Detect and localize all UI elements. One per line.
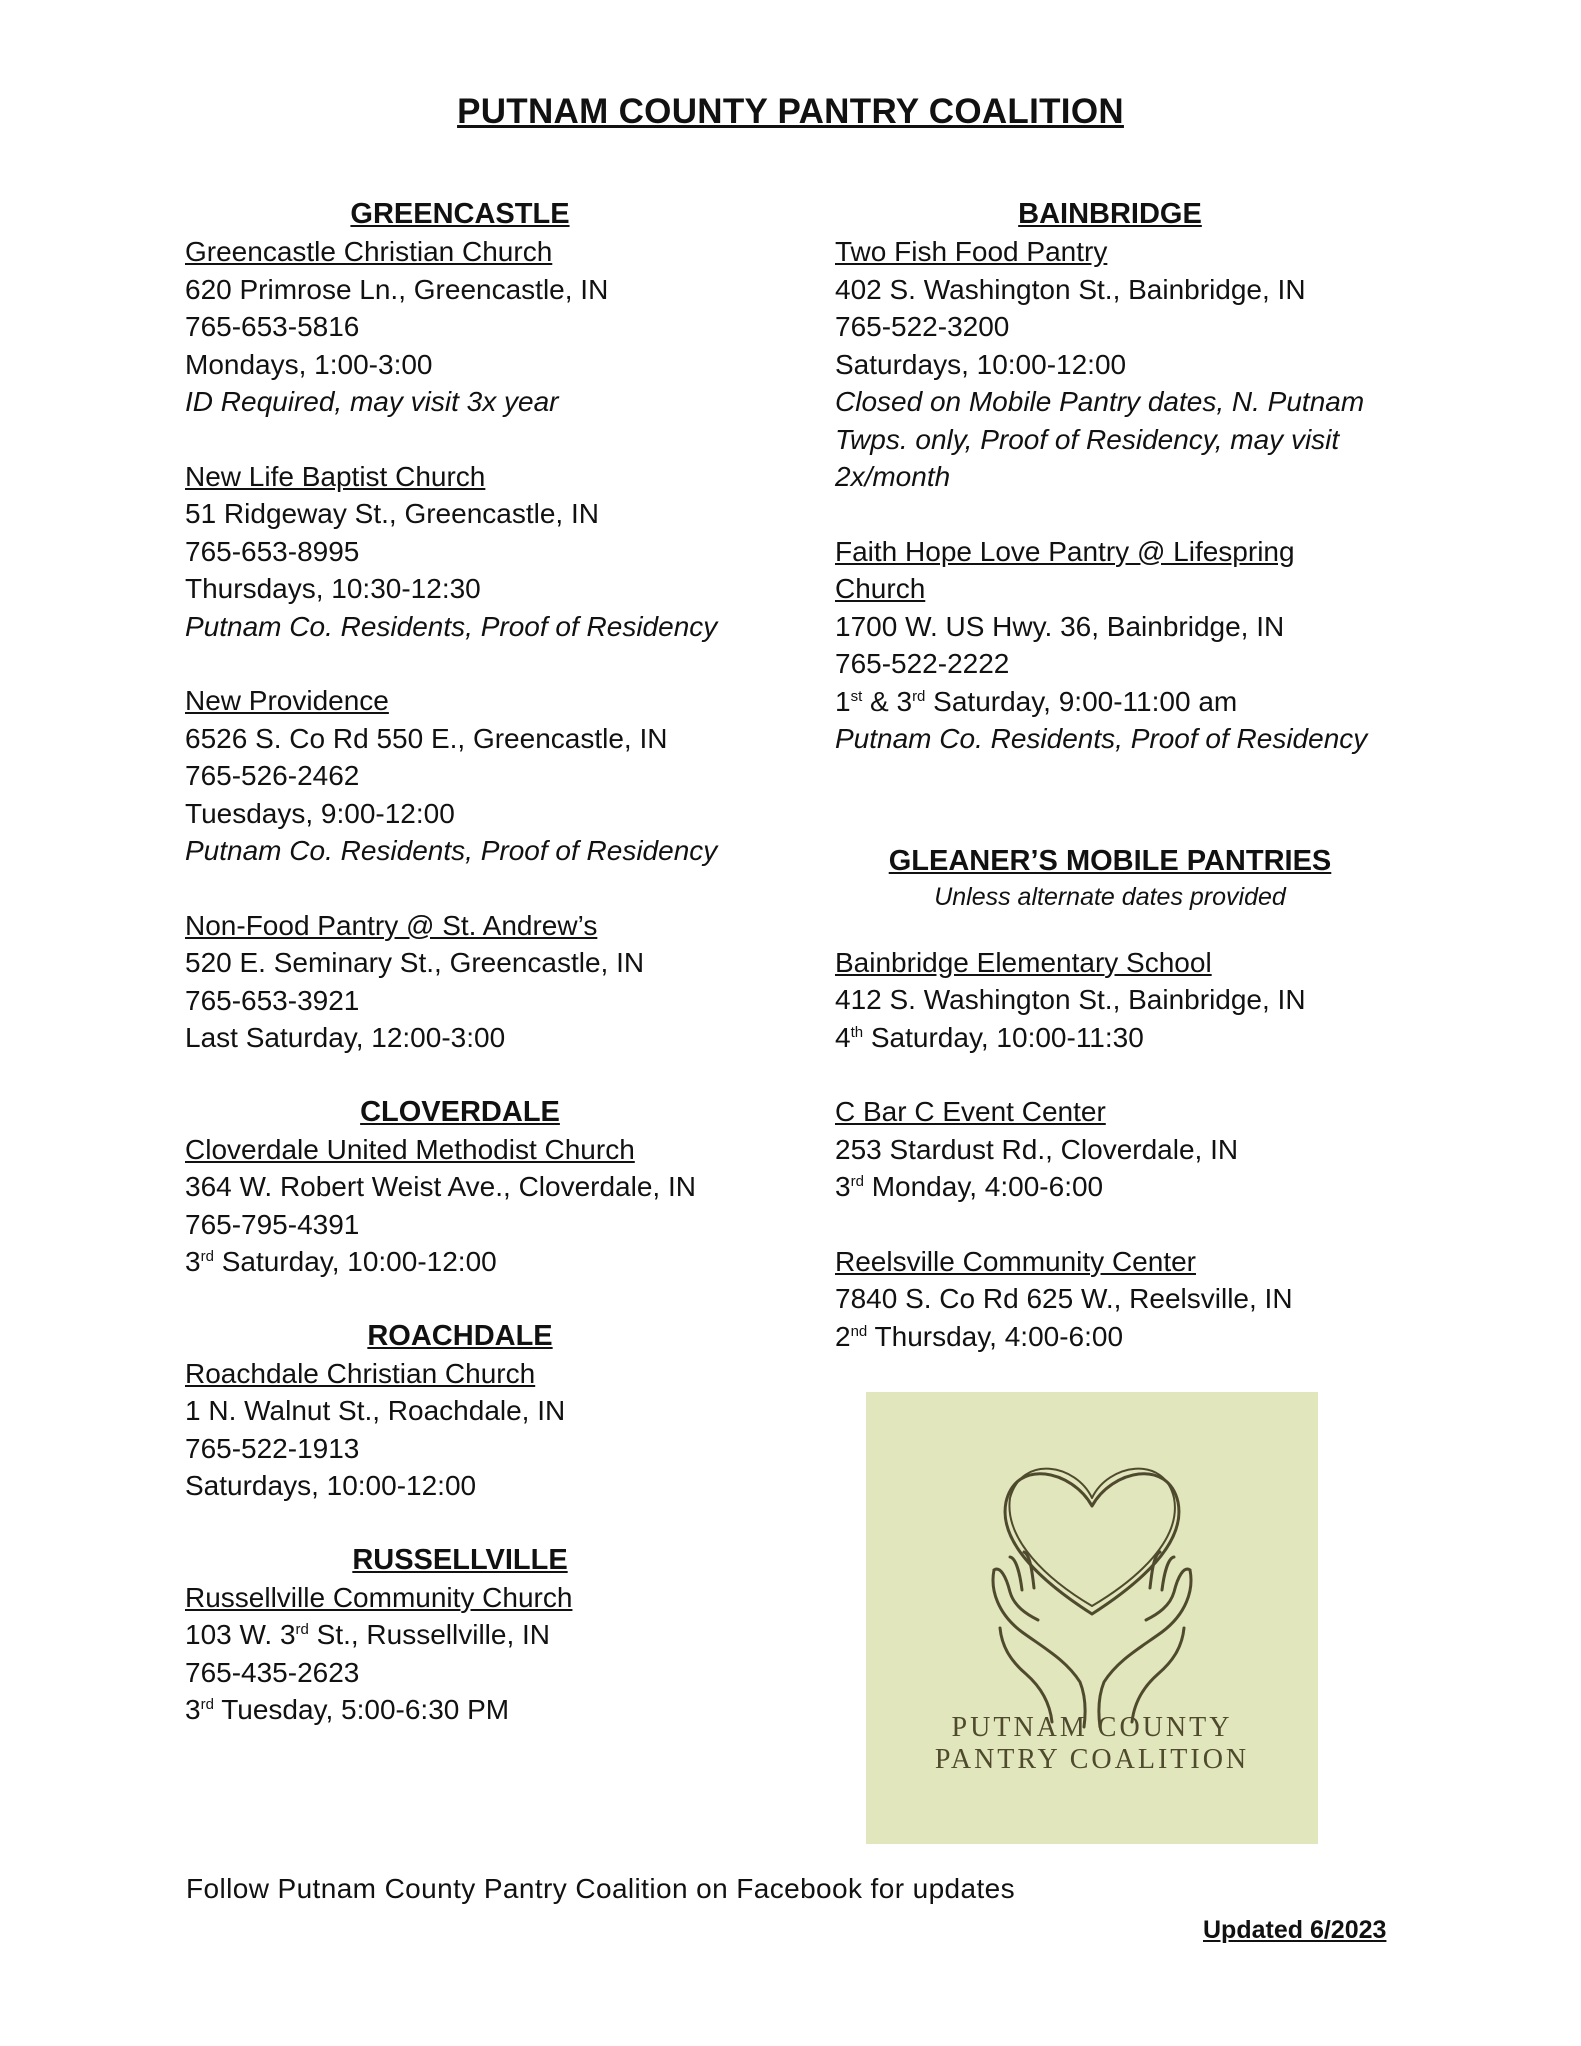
pantry-address: 7840 S. Co Rd 625 W., Reelsville, IN — [835, 1283, 1293, 1314]
pantry-name: Russellville Community Church — [185, 1581, 573, 1613]
pantry-hours: Last Saturday, 12:00-3:00 — [185, 1022, 506, 1053]
pantry-entry — [835, 1243, 1395, 1356]
pantry-name: Reelsville Community Center — [835, 1245, 1197, 1277]
right-column — [835, 196, 1395, 1355]
pantry-entry — [185, 682, 745, 870]
pantry-address: 364 W. Robert Weist Ave., Cloverdale, IN — [185, 1171, 696, 1202]
pantry-phone: 765-522-3200 — [835, 311, 1010, 342]
pantry-name: New Life Baptist Church — [185, 460, 486, 492]
pantry-address: 402 S. Washington St., Bainbridge, IN — [835, 273, 1306, 305]
pantry-hours: 4th Saturday, 10:00-11:30 — [835, 1021, 1144, 1053]
pantry-hours: Saturdays, 10:00-12:00 — [835, 348, 1127, 380]
pantry-entry — [835, 1093, 1395, 1206]
pantry-address: 51 Ridgeway St., Greencastle, IN — [185, 498, 599, 529]
pantry-note: ID Required, may visit 3x year — [185, 386, 559, 417]
pantry-hours: Thursdays, 10:30-12:30 — [185, 573, 481, 604]
pantry-phone: 765-526-2462 — [185, 760, 360, 791]
pantry-name: Church — [835, 573, 926, 604]
pantry-entry — [185, 233, 745, 421]
section-subheading: Unless alternate dates provided — [934, 882, 1286, 911]
pantry-entry — [835, 233, 1395, 496]
pantry-note: Twps. only, Proof of Residency, may visit — [835, 423, 1340, 455]
pantry-note: Putnam Co. Residents, Proof of Residency — [835, 723, 1368, 754]
pantry-entry — [185, 458, 745, 646]
pantry-name: Bainbridge Elementary School — [835, 946, 1212, 978]
pantry-phone: 765-653-5816 — [185, 311, 360, 342]
pantry-name: C Bar C Event Center — [835, 1096, 1106, 1127]
pantry-phone: 765-795-4391 — [185, 1208, 360, 1240]
pantry-hours: 3rd Tuesday, 5:00-6:30 PM — [185, 1694, 510, 1725]
pantry-name: New Providence — [185, 685, 389, 716]
pantry-address: 6526 S. Co Rd 550 E., Greencastle, IN — [185, 722, 668, 754]
pantry-phone: 765-522-2222 — [835, 648, 1010, 679]
pantry-phone: 765-435-2623 — [185, 1656, 360, 1688]
pantry-hours: 3rd Saturday, 10:00-12:00 — [185, 1246, 497, 1277]
pantry-note: Closed on Mobile Pantry dates, N. Putnam — [835, 386, 1365, 417]
pantry-address: 520 E. Seminary St., Greencastle, IN — [185, 947, 645, 978]
section-heading-bainbridge: BAINBRIDGE — [1018, 198, 1202, 230]
section-heading-gleaners: GLEANER’S MOBILE PANTRIES — [888, 844, 1332, 877]
section-heading-roachdale: ROACHDALE — [367, 1319, 553, 1352]
pantry-name: Two Fish Food Pantry — [835, 236, 1108, 267]
pantry-name: Non-Food Pantry @ St. Andrew’s — [185, 909, 598, 941]
pantry-hours: 2nd Thursday, 4:00-6:00 — [835, 1320, 1124, 1352]
footer-text: Follow Putnam County Pantry Coalition on Facebook for updates — [186, 1873, 1016, 1904]
pantry-note: Putnam Co. Residents, Proof of Residency — [185, 610, 718, 642]
pantry-address: 253 Stardust Rd., Cloverdale, IN — [835, 1133, 1239, 1165]
updated-date: Updated 6/2023 — [1203, 1916, 1387, 1944]
left-column — [185, 196, 745, 1729]
pantry-name: Faith Hope Love Pantry @ Lifespring — [835, 535, 1295, 567]
heart-hands-icon — [866, 1392, 1318, 1844]
pantry-name: Cloverdale United Methodist Church — [185, 1133, 635, 1165]
pantry-hours: 1st & 3rd Saturday, 9:00-11:00 am — [835, 685, 1238, 717]
logo-text-line1: PUTNAM COUNTY — [951, 1712, 1233, 1743]
coalition-logo — [866, 1392, 1318, 1844]
pantry-address: 1700 W. US Hwy. 36, Bainbridge, IN — [835, 610, 1285, 642]
logo-text-line2: PANTRY COALITION — [934, 1744, 1250, 1775]
pantry-note: Putnam Co. Residents, Proof of Residency — [185, 835, 718, 866]
pantry-entry — [835, 944, 1395, 1057]
pantry-hours: Saturdays, 10:00-12:00 — [185, 1470, 477, 1501]
pantry-hours: 3rd Monday, 4:00-6:00 — [835, 1171, 1104, 1202]
page-title: PUTNAM COUNTY PANTRY COALITION — [457, 92, 1124, 131]
pantry-phone: 765-653-8995 — [185, 535, 360, 567]
pantry-phone: 765-653-3921 — [185, 984, 360, 1016]
pantry-address: 620 Primrose Ln., Greencastle, IN — [185, 273, 609, 305]
section-heading-greencastle: GREENCASTLE — [350, 198, 570, 230]
pantry-address: 412 S. Washington St., Bainbridge, IN — [835, 984, 1306, 1015]
pantry-entry — [835, 533, 1395, 758]
pantry-name: Roachdale Christian Church — [185, 1357, 536, 1389]
pantry-entry — [185, 1579, 745, 1729]
pantry-hours: Mondays, 1:00-3:00 — [185, 348, 433, 380]
pantry-address: 103 W. 3rd St., Russellville, IN — [185, 1619, 551, 1650]
section-heading-cloverdale: CLOVERDALE — [360, 1095, 560, 1128]
pantry-entry — [185, 1355, 745, 1505]
pantry-entry — [185, 907, 745, 1057]
pantry-address: 1 N. Walnut St., Roachdale, IN — [185, 1395, 566, 1426]
section-heading-russellville: RUSSELLVILLE — [352, 1543, 568, 1576]
pantry-name: Greencastle Christian Church — [185, 236, 553, 267]
pantry-hours: Tuesdays, 9:00-12:00 — [185, 797, 455, 829]
pantry-phone: 765-522-1913 — [185, 1432, 360, 1464]
pantry-note: 2x/month — [835, 461, 951, 492]
pantry-entry — [185, 1131, 745, 1281]
